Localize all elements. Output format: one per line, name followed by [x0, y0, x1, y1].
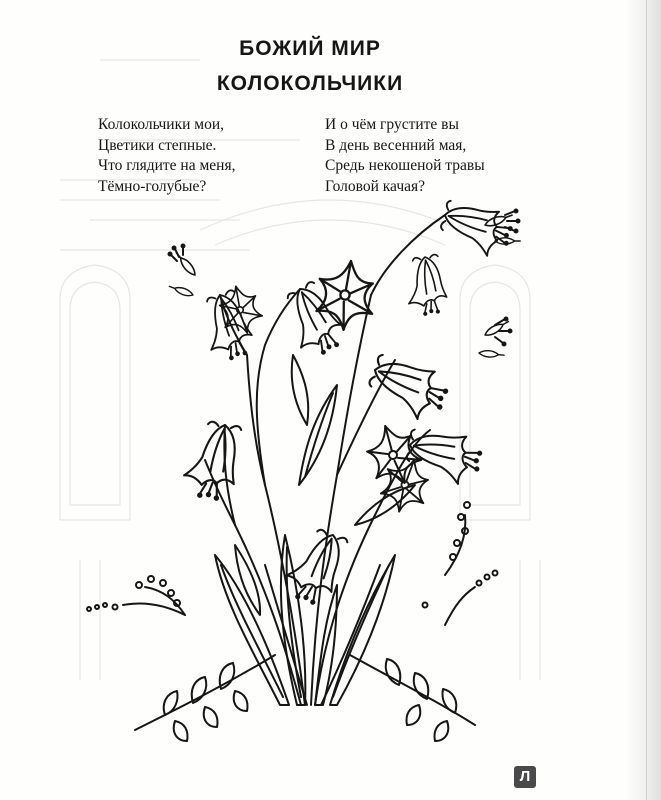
publisher-watermark: Л: [514, 766, 536, 788]
page-spine-shadow: [625, 0, 661, 800]
poem-title: КОЛОКОЛЬЧИКИ: [216, 72, 404, 95]
poem-line: Цветики степные.: [98, 136, 217, 154]
poem-line: Колокольчики мои,: [98, 116, 225, 133]
poem-line: Что глядите на меня,: [98, 157, 236, 174]
poem-line: Средь некошеной травы: [325, 157, 485, 174]
section-title: БОЖИЙ МИР: [239, 37, 381, 60]
poem-line: В день весенний мая,: [325, 136, 467, 154]
bellflower-illustration: [75, 185, 555, 750]
poem-line: Головой качая?: [325, 177, 426, 195]
poem-line: Тёмно-голубые?: [98, 177, 207, 195]
poem-line: И о чём грустите вы: [325, 116, 459, 133]
page-spine-line: [646, 0, 647, 800]
